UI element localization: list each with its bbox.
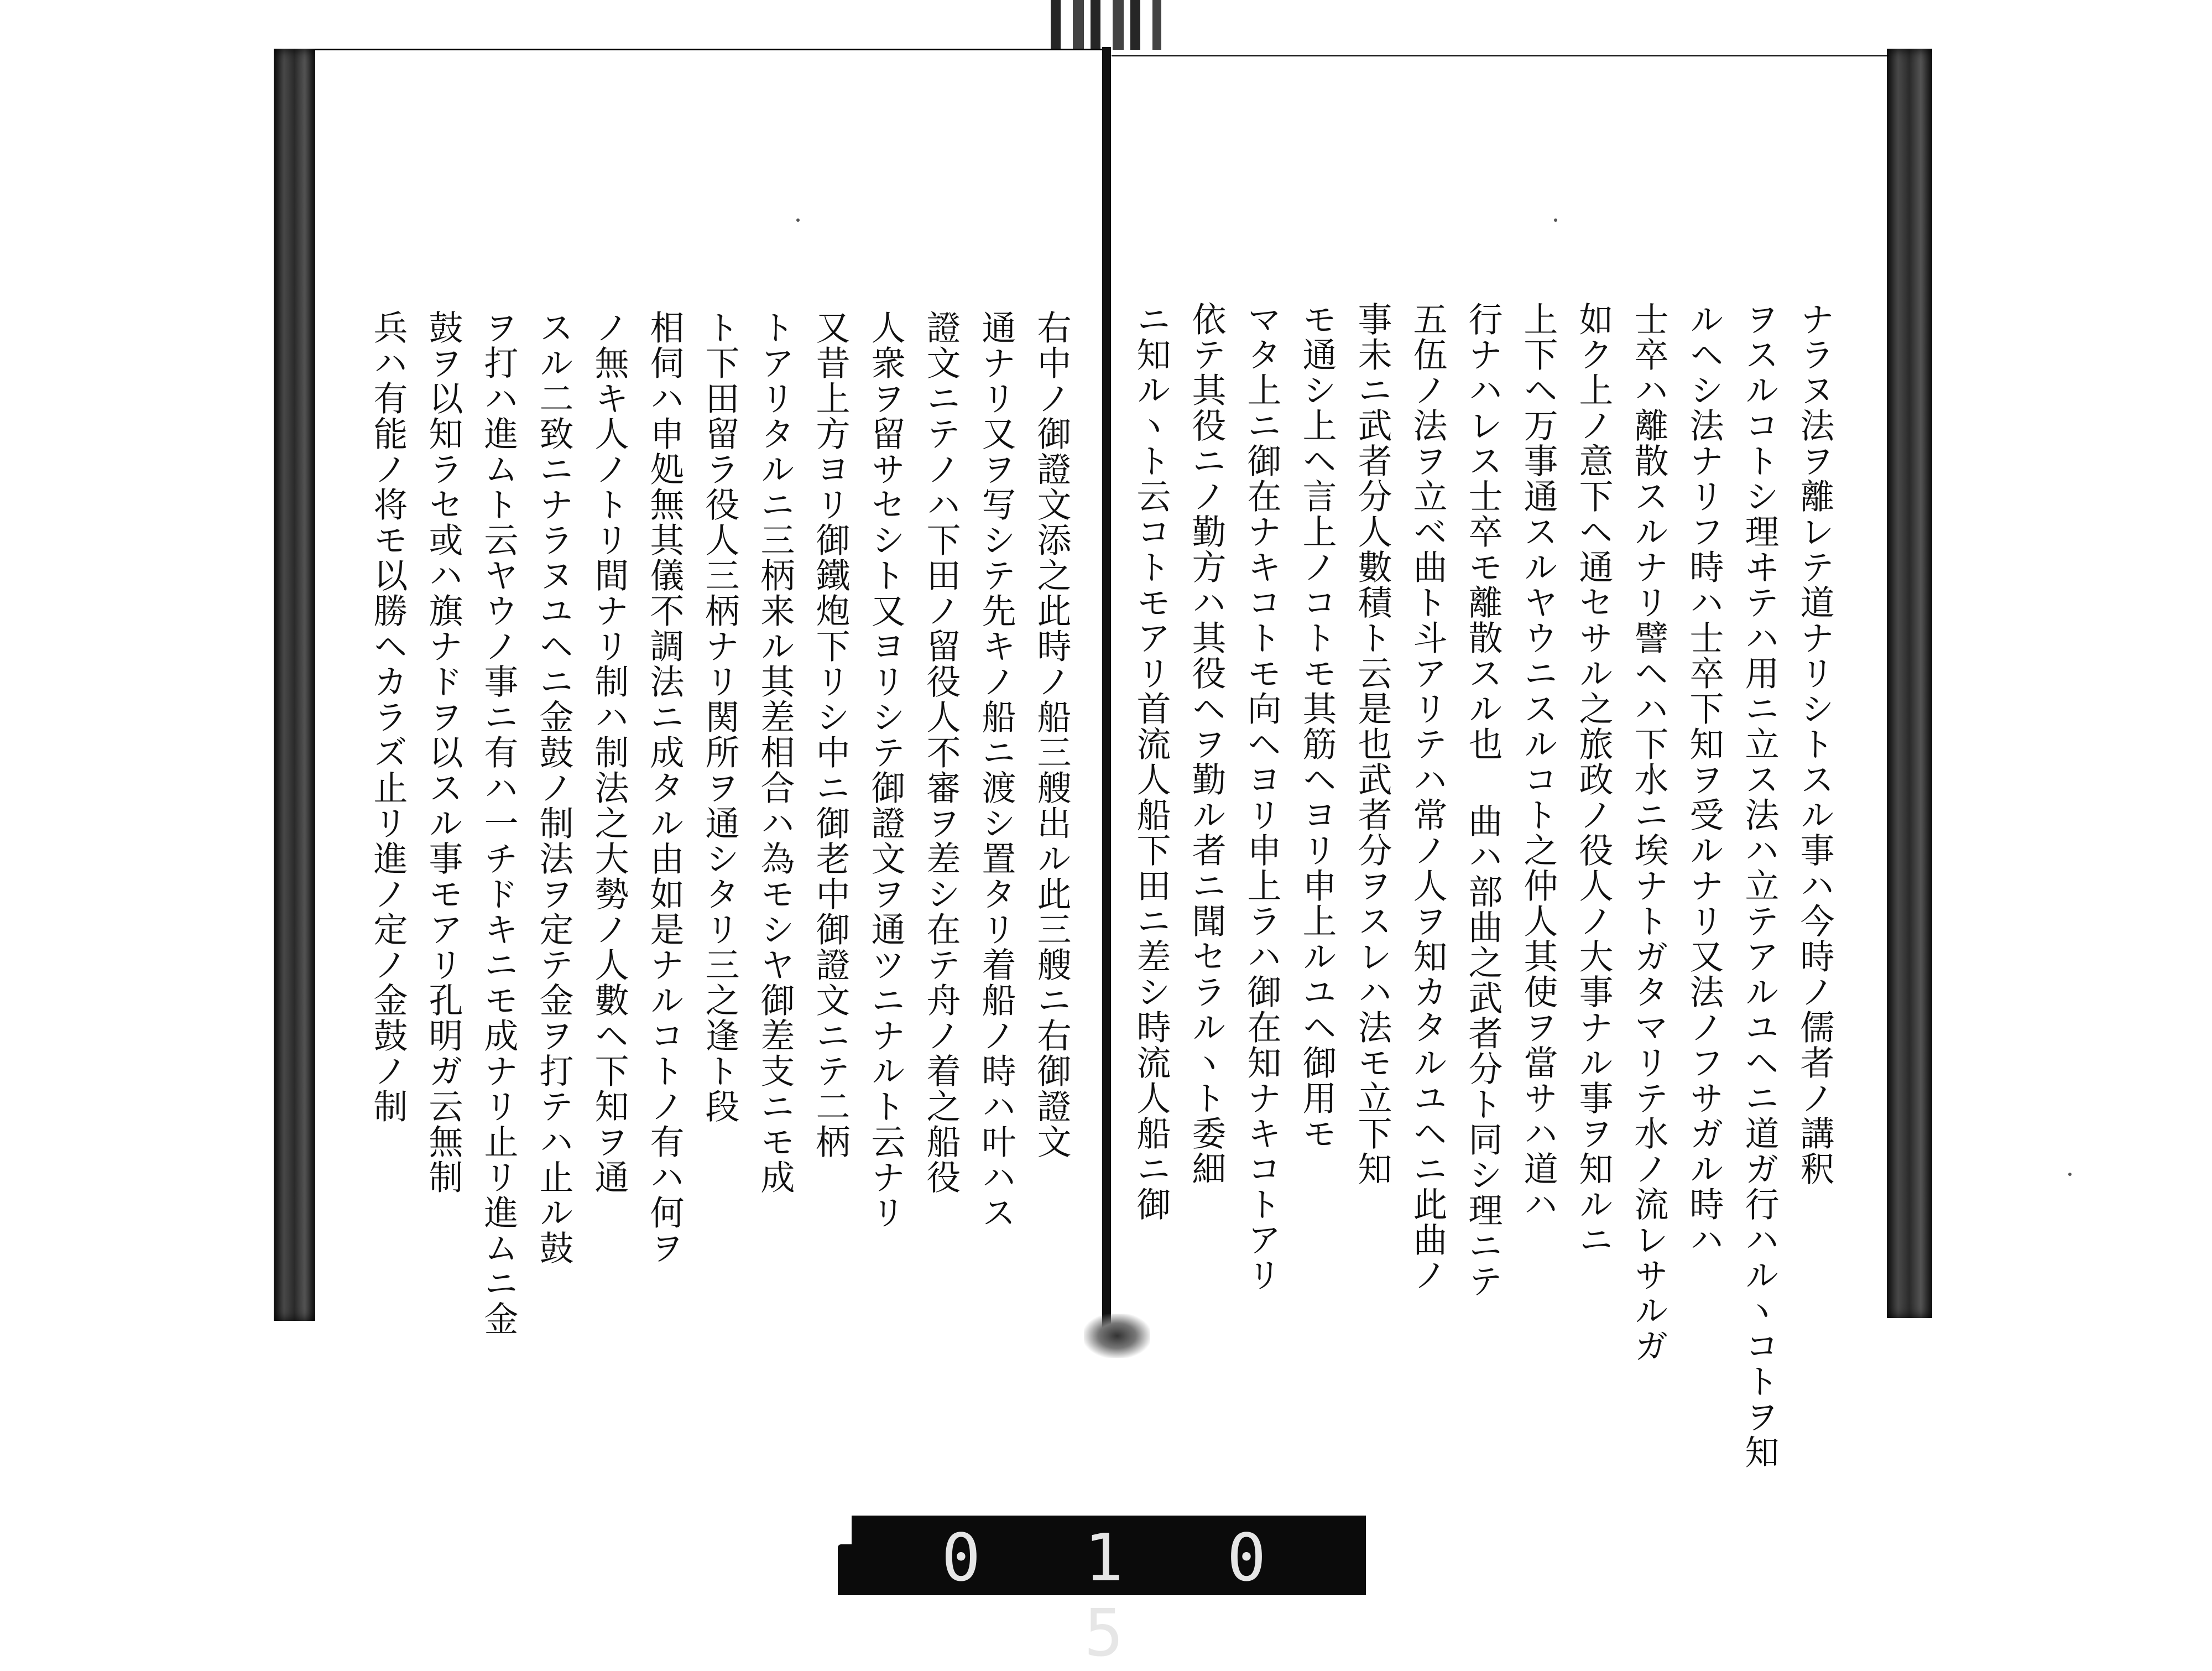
- right-col-12: 依テ其役ニノ勤方ハ其役ヘヲ勤ル者ニ聞セラルヽト委細: [1186, 301, 1227, 1186]
- left-book-edge: [274, 49, 315, 1321]
- right-col-4: 士卒ハ離散スルナリ譬ヘハ下水ニ埃ナトガタマリテ水ノ流レサルガ: [1629, 301, 1669, 1363]
- right-col-11: マタ上ニ御在ナキコトモ向ヘヨリ申上ラハ御在知ナキコトアリ: [1241, 301, 1282, 1293]
- right-col-9: 事未ニ武者分人數積ト云是也武者分ヲスレハ法モ立下知: [1352, 301, 1392, 1186]
- right-col-1: ナラヌ法ヲ離レテ道ナリシトスル事ハ今時ノ儒者ノ講釈: [1794, 301, 1835, 1186]
- left-col-4: 人衆ヲ留サセシト又ヨリシテ御證文ヲ通ツニナルト云ナリ: [865, 310, 906, 1230]
- spine-top-shadow: [1051, 0, 1161, 50]
- paper-speck: [796, 218, 800, 222]
- right-col-5: 如ク上ノ意下ヘ通セサル之旅政ノ役人ノ大事ナル事ヲ知ルニ: [1573, 301, 1614, 1257]
- right-col-3: ルヘシ法ナリフ時ハ士卒下知ヲ受ルナリ又法ノフサガル時ハ: [1684, 301, 1724, 1257]
- left-col-13: 兵ハ有能ノ将モ以勝ヘカラズ止リ進ノ定ノ金鼓ノ制: [368, 310, 408, 1124]
- right-col-2: ヲスルコトシ理ヰテハ用ニ立ス法ハ立テアルユヘニ道ガ行ハルヽコトヲ知: [1739, 301, 1780, 1470]
- right-col-13: ニ知ルヽト云コトモアリ首流人船下田ニ差シ時流人船ニ御: [1131, 301, 1171, 1222]
- left-col-8: 相伺ハ申処無其儀不調法ニ成タル由如是ナルコトノ有ハ何ヲ: [644, 310, 685, 1266]
- right-col-10: モ通シ上ヘ言上ノコトモ其筋ヘヨリ申上ルユヘ御用モ: [1297, 301, 1337, 1151]
- left-col-7: ト下田留ラ役人三柄ナリ関所ヲ通シタリ三之逢ト段: [700, 310, 740, 1124]
- right-col-8: 五伍ノ法ヲ立ベ曲ト斗アリテハ常ノ人ヲ知カタルユヘニ此曲ノ: [1407, 301, 1448, 1293]
- right-page-top-edge: [1112, 55, 1888, 56]
- page-number: 0 1 0 5: [941, 1519, 1298, 1671]
- paper-speck: [2068, 1173, 2072, 1176]
- left-col-2: 通ナリ又ヲ写シテ先キノ船ニ渡シ置タリ着船ノ時ハ叶ハス: [976, 310, 1016, 1230]
- left-col-12: 鼓ヲ以知ラセ或ハ旗ナドヲ以スル事モアリ孔明ガ云無制: [423, 310, 463, 1195]
- left-col-5: 又昔上方ヨリ御鐵炮下リシ中ニ御老中御證文ニテ二柄: [810, 310, 851, 1159]
- left-col-9: ノ無キ人ノトリ間ナリ制ハ制法之大勢ノ人數ヘ下知ヲ通: [589, 310, 629, 1195]
- left-page-top-edge: [315, 49, 1106, 50]
- right-col-7: 行ナハレス士卒モ離散スル也 曲ハ部曲之武者分ト同シ理ニテ: [1463, 301, 1503, 1299]
- left-col-10: スル二致ニナラヌユヘニ金鼓ノ制法ヲ定テ金ヲ打テハ止ル鼓: [534, 310, 574, 1266]
- left-col-3: 證文ニテノハ下田ノ留役人不審ヲ差シ在テ舟ノ着之船役: [921, 310, 961, 1195]
- paper-speck: [1554, 218, 1557, 222]
- spine-bottom-shadow: [1084, 1314, 1150, 1358]
- left-col-11: ヲ打ハ進ムト云ヤウノ事ニ有ハ一チドキニモ成ナリ止リ進ムニ金: [478, 310, 519, 1336]
- left-col-1: 右中ノ御證文添之此時ノ船三艘出ル此三艘ニ右御證文: [1031, 310, 1072, 1159]
- right-book-edge: [1887, 49, 1932, 1318]
- book-spine: [1102, 47, 1111, 1336]
- left-col-6: トアリタルニ三柄来ル其差相合ハ為モシヤ御差支ニモ成: [755, 310, 795, 1195]
- right-col-6: 上下ヘ万事通スルヤウニスルコト之仲人其使ヲ當サハ道ハ: [1518, 301, 1558, 1222]
